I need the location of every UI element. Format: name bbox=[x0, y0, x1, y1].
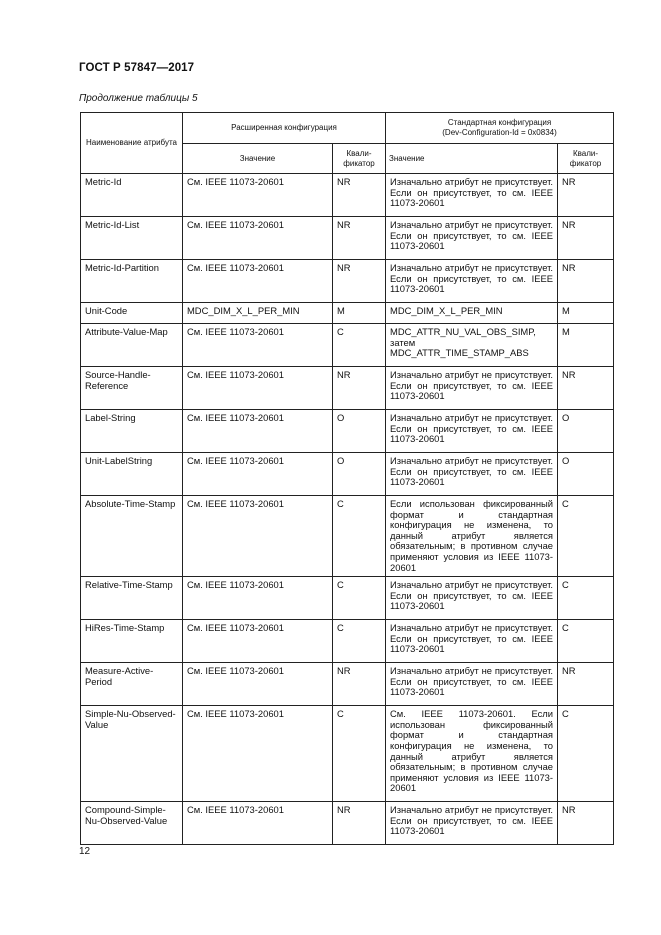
table-row bbox=[81, 217, 614, 260]
cell-standard-value: Изначально атрибут не присутствует. Если он присутствует, то см. IEEE 11073-20601 bbox=[386, 802, 558, 845]
cell-standard-qualifier: C bbox=[558, 706, 614, 802]
cell-standard-qualifier: O bbox=[558, 410, 614, 453]
cell-standard-value: Изначально атрибут не присутствует. Если он присутствует, то см. IEEE 11073-20601 bbox=[386, 174, 558, 217]
cell-standard-qualifier: NR bbox=[558, 802, 614, 845]
cell-standard-qualifier: NR bbox=[558, 174, 614, 217]
table-header-row bbox=[81, 113, 614, 144]
cell-extended-qualifier: NR bbox=[333, 802, 386, 845]
table-row bbox=[81, 367, 614, 410]
document-header: ГОСТ Р 57847—2017 bbox=[79, 62, 195, 74]
cell-standard-value: Изначально атрибут не присутствует. Если он присутствует, то см. IEEE 11073-20601 bbox=[386, 217, 558, 260]
table-caption: Продолжение таблицы 5 bbox=[79, 93, 198, 104]
cell-attribute-name: Attribute-Value-Map bbox=[81, 324, 183, 367]
cell-standard-qualifier: C bbox=[558, 496, 614, 577]
table-row bbox=[81, 663, 614, 706]
cell-standard-qualifier: C bbox=[558, 620, 614, 663]
cell-extended-value: См. IEEE 11073-20601 bbox=[183, 577, 333, 620]
header-attribute-name: Наименование атрибута bbox=[81, 113, 183, 174]
cell-extended-value: См. IEEE 11073-20601 bbox=[183, 217, 333, 260]
subheader-std-value: Значение bbox=[386, 144, 558, 174]
cell-attribute-name: Compound-Simple-Nu-Observed-Value bbox=[81, 802, 183, 845]
cell-standard-value: MDC_DIM_X_L_PER_MIN bbox=[386, 303, 558, 324]
cell-extended-qualifier: C bbox=[333, 496, 386, 577]
cell-standard-qualifier: O bbox=[558, 453, 614, 496]
table-row bbox=[81, 410, 614, 453]
cell-standard-value: Изначально атрибут не присутствует. Если он присутствует, то см. IEEE 11073-20601 bbox=[386, 260, 558, 303]
cell-extended-value: MDC_DIM_X_L_PER_MIN bbox=[183, 303, 333, 324]
table-row bbox=[81, 577, 614, 620]
subheader-ext-value: Значение bbox=[183, 144, 333, 174]
cell-standard-value: MDC_ATTR_NU_VAL_OBS_SIMP, затем MDC_ATTR_TIME_STAMP_ABS bbox=[386, 324, 558, 367]
cell-standard-qualifier: NR bbox=[558, 217, 614, 260]
cell-standard-qualifier: M bbox=[558, 324, 614, 367]
cell-attribute-name: Metric-Id-Partition bbox=[81, 260, 183, 303]
cell-extended-value: См. IEEE 11073-20601 bbox=[183, 663, 333, 706]
table-body bbox=[81, 174, 614, 845]
cell-extended-qualifier: NR bbox=[333, 174, 386, 217]
cell-attribute-name: Measure-Active-Period bbox=[81, 663, 183, 706]
cell-extended-qualifier: C bbox=[333, 324, 386, 367]
cell-standard-value: Изначально атрибут не присутствует. Если он присутствует, то см. IEEE 11073-20601 bbox=[386, 577, 558, 620]
cell-attribute-name: Unit-LabelString bbox=[81, 453, 183, 496]
header-standard-config-title: Стандартная конфигурация bbox=[447, 118, 552, 128]
cell-standard-value: Если использован фиксированный формат и стандартная конфигурация не изменена, то данный атрибут является обязательным; в противном случае применяют условия из IEEE 11073-20601 bbox=[386, 496, 558, 577]
header-standard-config-id: (Dev-Configuration-Id = 0x0834) bbox=[442, 128, 557, 137]
subheader-std-qualifier: Квали-фикатор bbox=[558, 144, 614, 174]
page-number: 12 bbox=[79, 846, 91, 857]
cell-attribute-name: Simple-Nu-Observed-Value bbox=[81, 706, 183, 802]
cell-standard-value: Изначально атрибут не присутствует. Если он присутствует, то см. IEEE 11073-20601 bbox=[386, 663, 558, 706]
cell-extended-value: См. IEEE 11073-20601 bbox=[183, 802, 333, 845]
cell-attribute-name: HiRes-Time-Stamp bbox=[81, 620, 183, 663]
cell-extended-qualifier: NR bbox=[333, 367, 386, 410]
header-extended-config: Расширенная конфигурация bbox=[183, 113, 386, 144]
cell-extended-qualifier: C bbox=[333, 620, 386, 663]
cell-standard-qualifier: M bbox=[558, 303, 614, 324]
cell-extended-qualifier: O bbox=[333, 453, 386, 496]
cell-extended-qualifier: C bbox=[333, 706, 386, 802]
cell-attribute-name: Source-Handle-Reference bbox=[81, 367, 183, 410]
cell-extended-value: См. IEEE 11073-20601 bbox=[183, 620, 333, 663]
header-standard-config bbox=[386, 113, 614, 144]
attribute-table bbox=[80, 112, 614, 845]
cell-extended-qualifier: C bbox=[333, 577, 386, 620]
cell-standard-qualifier: C bbox=[558, 577, 614, 620]
table-row bbox=[81, 802, 614, 845]
cell-extended-qualifier: NR bbox=[333, 217, 386, 260]
cell-attribute-name: Metric-Id bbox=[81, 174, 183, 217]
cell-attribute-name: Absolute-Time-Stamp bbox=[81, 496, 183, 577]
subheader-ext-qualifier: Квали-фикатор bbox=[333, 144, 386, 174]
cell-extended-qualifier: NR bbox=[333, 663, 386, 706]
cell-standard-value: См. IEEE 11073-20601. Если использован фиксированный формат и стандартная конфигурация не изменена, то данный атрибут является обязательным; в противном случае применяют условия из IEEE 11073-20601 bbox=[386, 706, 558, 802]
cell-extended-value: См. IEEE 11073-20601 bbox=[183, 367, 333, 410]
cell-standard-qualifier: NR bbox=[558, 663, 614, 706]
cell-standard-value: Изначально атрибут не присутствует. Если он присутствует, то см. IEEE 11073-20601 bbox=[386, 410, 558, 453]
cell-extended-qualifier: NR bbox=[333, 260, 386, 303]
cell-standard-value: Изначально атрибут не присутствует. Если он присутствует, то см. IEEE 11073-20601 bbox=[386, 367, 558, 410]
cell-attribute-name: Metric-Id-List bbox=[81, 217, 183, 260]
table-row bbox=[81, 174, 614, 217]
cell-attribute-name: Relative-Time-Stamp bbox=[81, 577, 183, 620]
table-row bbox=[81, 706, 614, 802]
cell-extended-value: См. IEEE 11073-20601 bbox=[183, 410, 333, 453]
table-row bbox=[81, 453, 614, 496]
cell-extended-value: См. IEEE 11073-20601 bbox=[183, 496, 333, 577]
cell-extended-value: См. IEEE 11073-20601 bbox=[183, 174, 333, 217]
table-row bbox=[81, 496, 614, 577]
cell-extended-value: См. IEEE 11073-20601 bbox=[183, 453, 333, 496]
cell-standard-value: Изначально атрибут не присутствует. Если он присутствует, то см. IEEE 11073-20601 bbox=[386, 620, 558, 663]
cell-standard-value: Изначально атрибут не присутствует. Если он присутствует, то см. IEEE 11073-20601 bbox=[386, 453, 558, 496]
cell-standard-qualifier: NR bbox=[558, 367, 614, 410]
cell-extended-value: См. IEEE 11073-20601 bbox=[183, 706, 333, 802]
cell-extended-qualifier: O bbox=[333, 410, 386, 453]
table-row bbox=[81, 303, 614, 324]
table-row bbox=[81, 324, 614, 367]
cell-attribute-name: Unit-Code bbox=[81, 303, 183, 324]
cell-extended-value: См. IEEE 11073-20601 bbox=[183, 260, 333, 303]
cell-extended-value: См. IEEE 11073-20601 bbox=[183, 324, 333, 367]
cell-extended-qualifier: M bbox=[333, 303, 386, 324]
table-row bbox=[81, 620, 614, 663]
table-row bbox=[81, 260, 614, 303]
cell-attribute-name: Label-String bbox=[81, 410, 183, 453]
cell-standard-qualifier: NR bbox=[558, 260, 614, 303]
